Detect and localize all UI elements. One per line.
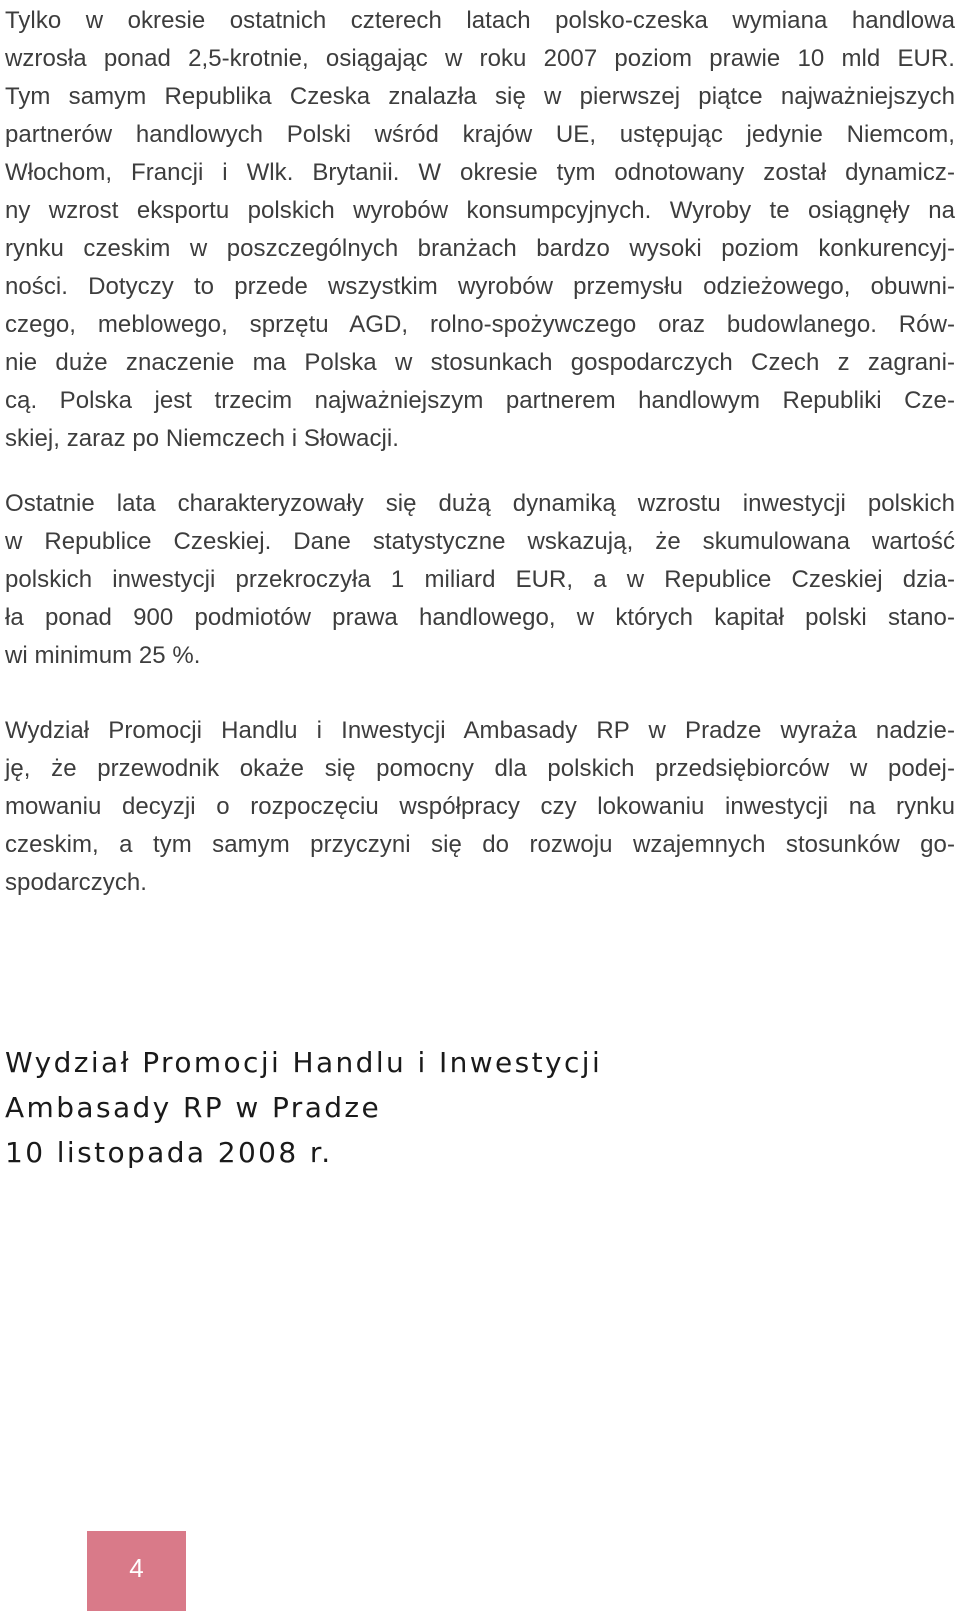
signature-block [5,1040,905,1175]
paragraph-line: spodarczych. [5,869,147,896]
signature-date: 10 listopada 2008 r. [5,1136,333,1169]
paragraph-line: cą. Polska jest trzecim najważniejszym partnerem handlowym Republiki Cze- [5,387,955,414]
paragraph-line: nie duże znaczenie ma Polska w stosunkach gospodarczych Czech z zagrani- [5,349,955,376]
paragraph-investment [5,485,955,675]
paragraph-line: Ostatnie lata charakteryzowały się dużą dynamiką wzrostu inwestycji polskich [5,490,955,517]
paragraph-guide-purpose [5,712,955,902]
paragraph-line: polskich inwestycji przekroczyła 1 miliard EUR, a w Republice Czeskiej dzia- [5,566,955,593]
paragraph-line: ności. Dotyczy to przede wszystkim wyrobów przemysłu odzieżowego, obuwni- [5,273,955,300]
paragraph-line: wzrosła ponad 2,5-krotnie, osiągając w roku 2007 poziom prawie 10 mld EUR. [5,45,955,72]
paragraph-line: czeskim, a tym samym przyczyni się do rozwoju wzajemnych stosunków go- [5,831,955,858]
paragraph-trade [5,2,955,458]
paragraph-line: rynku czeskim w poszczególnych branżach bardzo wysoki poziom konkurencyj- [5,235,955,262]
page-number: 4 [87,1531,186,1611]
paragraph-line: w Republice Czeskiej. Dane statystyczne wskazują, że skumulowana wartość [5,528,955,555]
signature-department: Wydział Promocji Handlu i Inwestycji [5,1046,603,1079]
paragraph-line: ję, że przewodnik okaże się pomocny dla polskich przedsiębiorców w podej- [5,755,955,782]
paragraph-line: Włochom, Francji i Wlk. Brytanii. W okresie tym odnotowany został dynamicz- [5,159,955,186]
paragraph-line: Wydział Promocji Handlu i Inwestycji Ambasady RP w Pradze wyraża nadzie- [5,717,955,744]
paragraph-line: Tym samym Republika Czeska znalazła się w pierwszej piątce najważniejszych [5,83,955,110]
paragraph-line: mowaniu decyzji o rozpoczęciu współpracy czy lokowaniu inwestycji na rynku [5,793,955,820]
paragraph-line: ny wzrost eksportu polskich wyrobów konsumpcyjnych. Wyroby te osiągnęły na [5,197,955,224]
paragraph-line: skiej, zaraz po Niemczech i Słowacji. [5,425,399,452]
paragraph-line: wi minimum 25 %. [5,642,201,669]
signature-embassy: Ambasady RP w Pradze [5,1091,382,1124]
paragraph-line: Tylko w okresie ostatnich czterech latach polsko-czeska wymiana handlowa [5,7,955,34]
paragraph-line: partnerów handlowych Polski wśród krajów UE, ustępując jedynie Niemcom, [5,121,955,148]
paragraph-line: czego, meblowego, sprzętu AGD, rolno-spożywczego oraz budowlanego. Rów- [5,311,955,338]
paragraph-line: ła ponad 900 podmiotów prawa handlowego, w których kapitał polski stano- [5,604,955,631]
